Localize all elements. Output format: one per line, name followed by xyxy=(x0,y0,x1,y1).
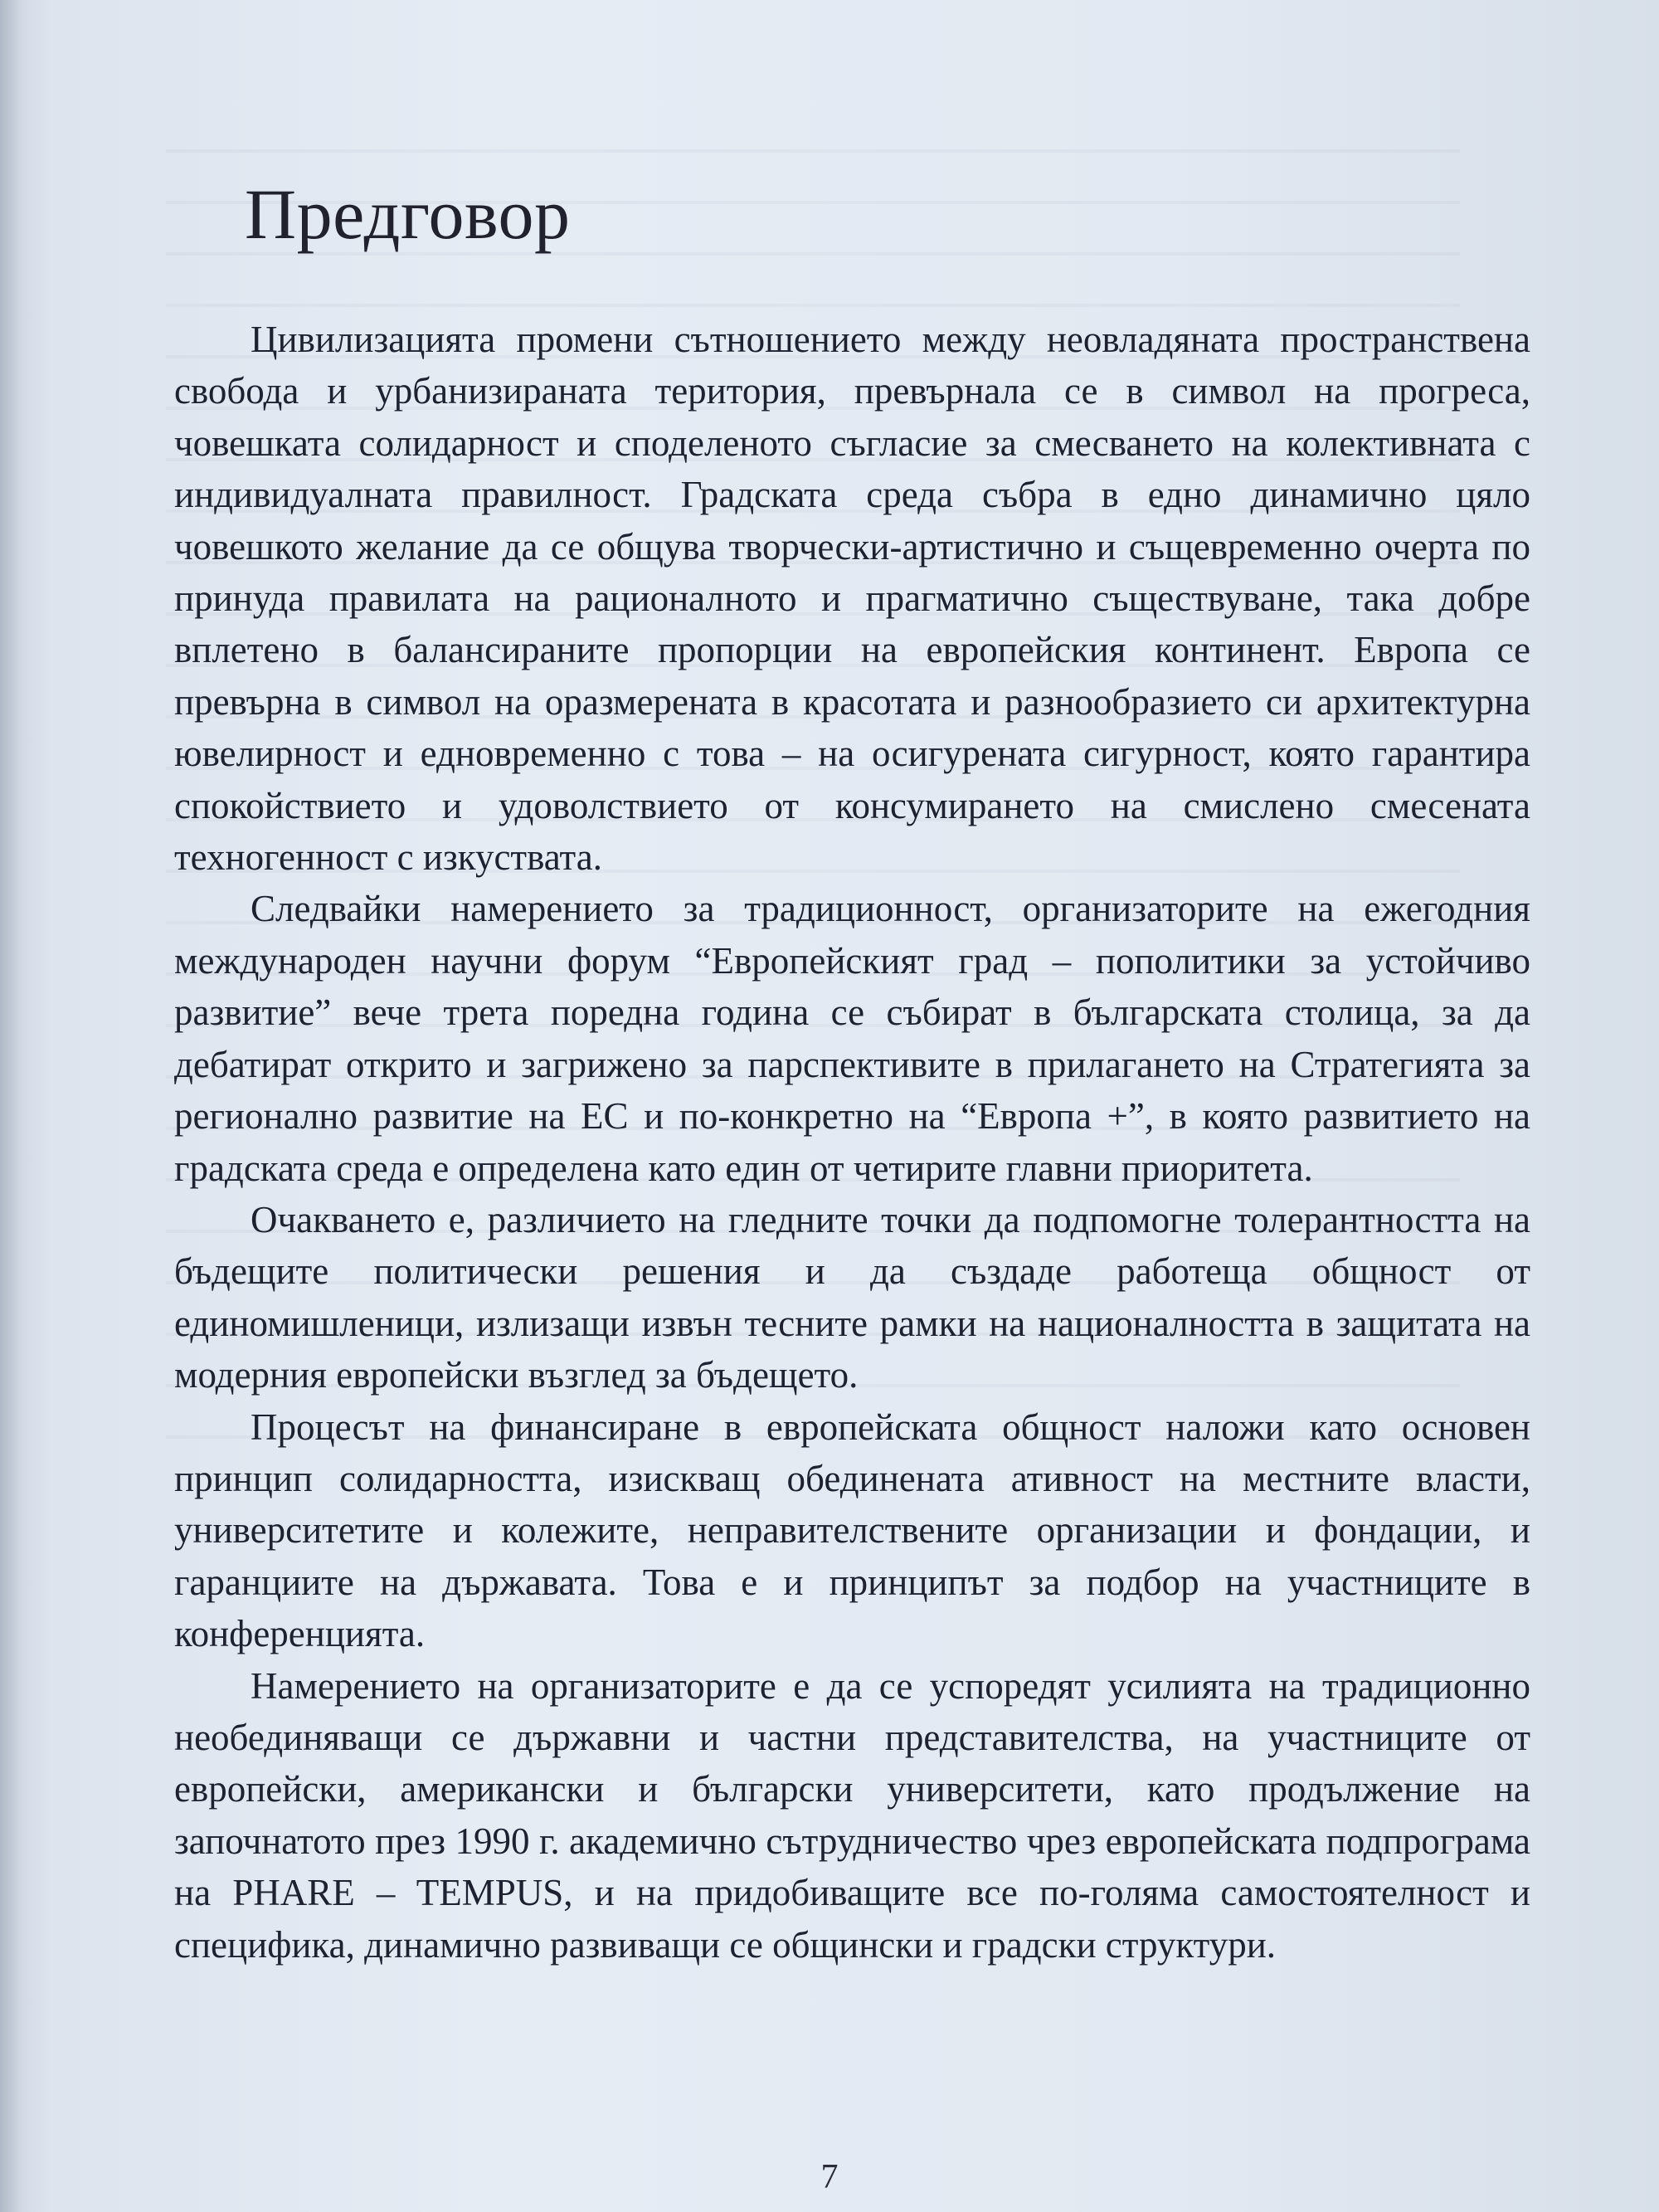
page-title: Предговор xyxy=(245,173,571,254)
preface-body xyxy=(174,314,1530,1971)
paragraph-1: Цивилизацията промени сътношението между неовладяната пространствена свобода и урбанизираната територия, превърнала се в символ на прогреса, човешката солидарност и споделеното съгласие за смесването на колективната с индивидуалната правилност. Градската среда събра в едно динамично цяло човешкото желание да се общува творчески-артистично и същевременно очерта по принуда правилата на рационалното и прагматично съществуване, така добре вплетено в балансираните пропорции на европейския континент. Европа се превърна в символ на оразмерената в красотата и разнообразието си архитектурна ювелирност и едновременно с това – на осигурената сигурност, която гарантира спокойствието и удоволствието от консумирането на смислено смесената техногенност с изкуствата. xyxy=(174,319,1530,879)
paragraph-5: Намерението на организаторите е да се успоредят усилията на традиционно необединяващи се държавни и частни представителства, на участниците от европейски, американски и български университети, като продължение на започнатото през 1990 г. академично сътрудничество чрез европейската подпрограма на PHARE – TEMPUS, и на придобиващите все по-голяма самостоятелност и специфика, динамично развиващи се общински и градски структури. xyxy=(174,1664,1530,1966)
paragraph-3: Очакването е, различието на гледните точки да подпомогне толерантността на бъдещите политически решения и да създаде работеща общност от единомишленици, излизащи извън тесните рамки на националността в защитата на модерния европейски възглед за бъдещето. xyxy=(174,1198,1530,1396)
paragraph-2: Следвайки намерението за традиционност, организаторите на ежегодния международен научни форум “Европейският град – пополитики за устойчиво развитие” вече трета поредна година се събират в българската столица, за да дебатират открито и загрижено за парспективите в прилагането на Стратегията за регионално развитие на ЕС и по-конкретно на “Европа +”, в която развитието на градската среда е определена като един от четирите главни приоритета. xyxy=(174,888,1530,1189)
page-number: 7 xyxy=(820,2158,839,2196)
book-spine-shadow xyxy=(0,0,23,2212)
paragraph-4: Процесът на финансиране в европейската общност наложи като основен принцип солидарността, изискващ обединената ативност на местните власти, университетите и колежите, неправителствените организации и фондации, и гаранциите на държавата. Това е и принципът за подбор на участниците в конференцията. xyxy=(174,1406,1530,1655)
